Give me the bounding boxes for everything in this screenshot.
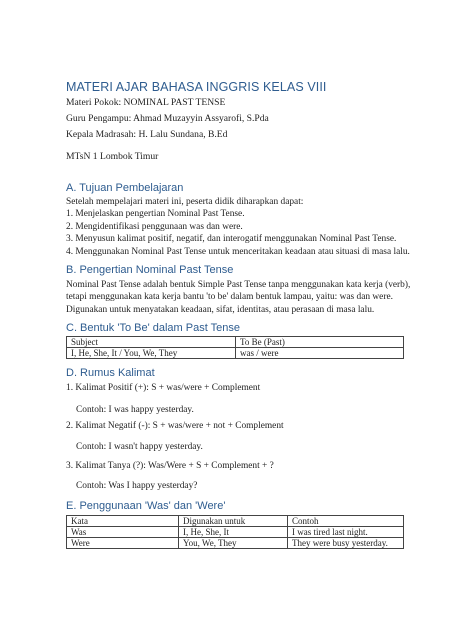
formula-negative: 2. Kalimat Negatif (-): S + was/were + not + Complement <box>66 421 284 431</box>
was-were-table <box>66 515 404 549</box>
section-b-line: Nominal Past Tense adalah bentuk Simple Past Tense tanpa menggunakan kata kerja (verb), <box>66 280 411 290</box>
table-header-cell: Subject <box>67 337 236 348</box>
section-a-body <box>66 196 410 258</box>
table-cell: I was tired last night. <box>288 527 404 538</box>
table-cell: was / were <box>236 348 404 359</box>
section-c-heading: C. Bentuk 'To Be' dalam Past Tense <box>66 322 240 334</box>
section-a-line: 3. Menyusun kalimat positif, negatif, dan interogatif menggunakan Nominal Past Tense. <box>66 234 397 245</box>
table-header-cell: Kata <box>67 516 179 527</box>
example-interrogative: Contoh: Was I happy yesterday? <box>76 481 198 491</box>
table-cell: You, We, They <box>179 538 288 549</box>
section-d-heading: D. Rumus Kalimat <box>66 367 155 379</box>
section-e-heading: E. Penggunaan 'Was' dan 'Were' <box>66 500 226 512</box>
meta-materi-pokok: Materi Pokok: NOMINAL PAST TENSE <box>66 97 226 108</box>
section-b-body <box>66 279 410 316</box>
section-a-line: 1. Menjelaskan pengertian Nominal Past Tense. <box>66 209 245 220</box>
formula-interrogative: 3. Kalimat Tanya (?): Was/Were + S + Complement + ? <box>66 461 274 471</box>
table-cell: I, He, She, It / You, We, They <box>67 348 236 359</box>
section-b-line: Digunakan untuk menyatakan keadaan, sifat, identitas, atau perasaan di masa lalu. <box>66 304 375 315</box>
document-title: MATERI AJAR BAHASA INGGRIS KELAS VIII <box>66 80 327 94</box>
meta-kepala-madrasah: Kepala Madrasah: H. Lalu Sundana, B.Ed <box>66 129 228 140</box>
section-a-line: 2. Mengidentifikasi penggunaan was dan were. <box>66 221 243 232</box>
table-header-cell: To Be (Past) <box>236 337 404 348</box>
meta-school: MTsN 1 Lombok Timur <box>66 151 159 162</box>
section-b-line: tetapi menggunakan kata kerja bantu 'to be' dalam bentuk lampau, yaitu: was dan were. <box>66 292 393 303</box>
formula-positive: 1. Kalimat Positif (+): S + was/were + Complement <box>66 383 261 393</box>
table-header-cell: Digunakan untuk <box>179 516 288 527</box>
example-negative: Contoh: I wasn't happy yesterday. <box>76 442 203 452</box>
table-header-cell: Contoh <box>288 516 404 527</box>
example-positive: Contoh: I was happy yesterday. <box>76 405 194 415</box>
table-header-row <box>67 516 404 527</box>
section-a-line: Setelah mempelajari materi ini, peserta didik diharapkan dapat: <box>66 197 304 207</box>
table-cell: They were busy yesterday. <box>288 538 404 549</box>
table-row <box>67 348 404 359</box>
table-row <box>67 538 404 549</box>
section-a-heading: A. Tujuan Pembelajaran <box>66 182 184 194</box>
table-cell: Was <box>67 527 179 538</box>
table-row <box>67 527 404 538</box>
to-be-table <box>66 336 404 359</box>
section-b-heading: B. Pengertian Nominal Past Tense <box>66 264 234 276</box>
section-a-line: 4. Menggunakan Nominal Past Tense untuk menceritakan keadaan atau situasi di masa lalu. <box>66 246 410 257</box>
table-cell: I, He, She, It <box>179 527 288 538</box>
table-cell: Were <box>67 538 179 549</box>
table-header-row <box>67 337 404 348</box>
meta-guru-pengampu: Guru Pengampu: Ahmad Muzayyin Assyarofi, S.Pda <box>66 113 269 124</box>
